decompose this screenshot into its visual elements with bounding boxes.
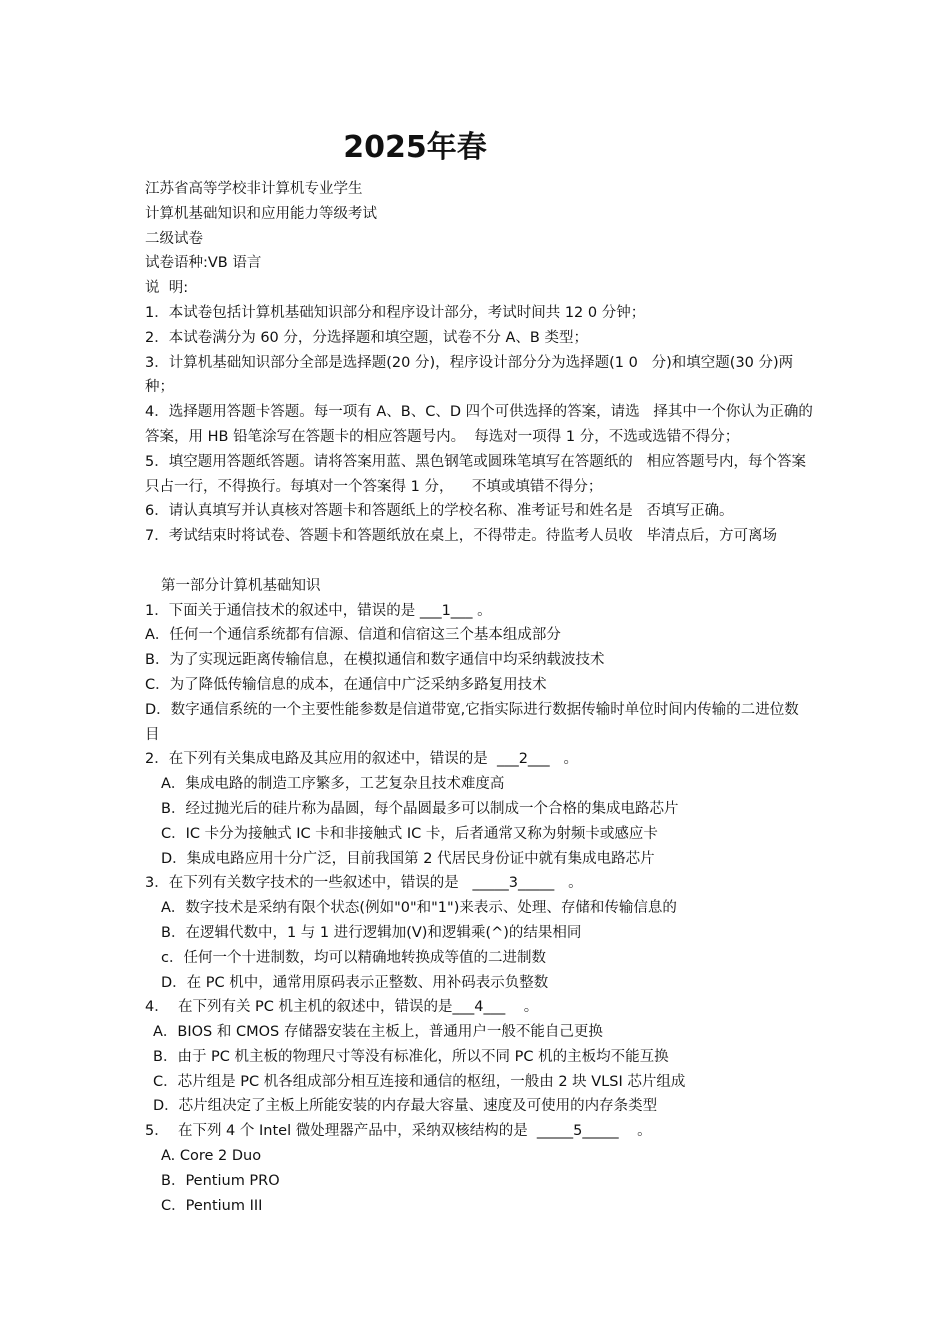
question-option: A. Core 2 Duo (161, 1148, 262, 1165)
question-stem: 1．下面关于通信技术的叙述中，错误的是 ___1___ 。 (145, 602, 492, 619)
instruction-item: 2．本试卷满分为 60 分，分选择题和填空题，试卷不分 A、B 类型； (145, 329, 588, 346)
question-option: D．芯片组决定了主板上所能安装的内存最大容量、速度及可使用的内存条类型 (153, 1098, 658, 1115)
header-line: 江苏省高等学校非计算机专业学生 (145, 181, 363, 197)
instruction-item: 3．计算机基础知识部分全部是选择题(20 分)，程序设计部分分为选择题(1 0 分)和填空题(30 分)两种； (145, 354, 794, 396)
question-option: C．IC 卡分为接触式 IC 卡和非接触式 IC 卡，后者通常又称为射频卡或感应卡 (161, 825, 658, 842)
question-stem: 2．在下列有关集成电路及其应用的叙述中，错误的是 ___2___ 。 (145, 751, 578, 768)
section-title: 第一部分计算机基础知识 (161, 577, 321, 594)
question-option: B．为了实现远距离传输信息，在模拟通信和数字通信中均采纳载波技术 (145, 652, 605, 669)
question-stem: 5． 在下列 4 个 Intel 微处理器产品中，采纳双核结构的是 _____5_____ 。 (145, 1123, 652, 1140)
header-line: 计算机基础知识和应用能力等级考试 (145, 205, 377, 222)
question-option: B．在逻辑代数中，1 与 1 进行逻辑加(V)和逻辑乘(^)的结果相同 (161, 924, 582, 941)
question-stem: 3．在下列有关数字技术的一些叙述中，错误的是 _____3_____ 。 (145, 875, 583, 892)
question-option: C．芯片组是 PC 机各组成部分相互连接和通信的枢纽，一般由 2 块 VLSI 芯片组成 (153, 1073, 686, 1090)
question-option: C．为了降低传输信息的成本，在通信中广泛采纳多路复用技术 (145, 676, 547, 693)
question-option: D．数字通信系统的一个主要性能参数是信道带宽,它指实际进行数据传输时单位时间内传输的二进位数目 (145, 701, 799, 743)
question-option: A．数字技术是采纳有限个状态(例如"0"和"1")来表示、处理、存储和传输信息的 (161, 900, 677, 917)
question-option: D．集成电路应用十分广泛，目前我国第 2 代居民身份证中就有集成电路芯片 (161, 850, 655, 867)
document-body (145, 177, 813, 1218)
instruction-item: 6．请认真填写并认真核对答题卡和答题纸上的学校名称、准考证号和姓名是 否填写正确。 (145, 503, 734, 520)
spacer (145, 549, 813, 574)
question-option: A．集成电路的制造工序繁多，工艺复杂且技术难度高 (161, 776, 505, 793)
page-title: 2025年春 (343, 130, 487, 165)
question-option: A．BIOS 和 CMOS 存储器安装在主板上，普通用户一般不能自己更换 (153, 1024, 603, 1041)
question-option: B．Pentium PRO (161, 1172, 280, 1189)
question-option: C．Pentium III (161, 1197, 263, 1214)
question-option: B．经过抛光后的硅片称为晶圆，每个晶圆最多可以制成一个合格的集成电路芯片 (161, 800, 679, 817)
question-option: D．在 PC 机中，通常用原码表示正整数、用补码表示负整数 (161, 974, 549, 991)
question-option: A．任何一个通信系统都有信源、信道和信宿这三个基本组成部分 (145, 627, 561, 644)
instruction-item: 7．考试结束时将试卷、答题卡和答题纸放在桌上，不得带走。待监考人员收 毕清点后，方可离场 (145, 528, 778, 545)
question-stem: 4． 在下列有关 PC 机主机的叙述中，错误的是___4___ 。 (145, 999, 539, 1016)
instruction-item: 5．填空题用答题纸答题。请将答案用蓝、黑色钢笔或圆珠笔填写在答题纸的 相应答题号内，每个答案只占一行，不得换行。每填对一个答案得 1 分， 不填或填错不得分； (145, 453, 807, 495)
question-option: c．任何一个十进制数，均可以精确地转换成等值的二进制数 (161, 949, 546, 966)
header-line: 二级试卷 (145, 230, 203, 247)
question-option: B．由于 PC 机主板的物理尺寸等没有标准化，所以不同 PC 机的主板均不能互换 (153, 1048, 669, 1065)
header-line: 试卷语种:VB 语言 (145, 255, 262, 272)
header-line: 说 明: (145, 280, 189, 297)
instruction-item: 1．本试卷包括计算机基础知识部分和程序设计部分，考试时间共 12 0 分钟； (145, 304, 646, 321)
instruction-item: 4．选择题用答题卡答题。每一项有 A、B、C、D 四个可供选择的答案，请选 择其中一个你认为正确的答案，用 HB 铅笔涂写在答题卡的相应答题号内。 每选对一项得 1 分，不选或选错不得分； (145, 404, 813, 445)
